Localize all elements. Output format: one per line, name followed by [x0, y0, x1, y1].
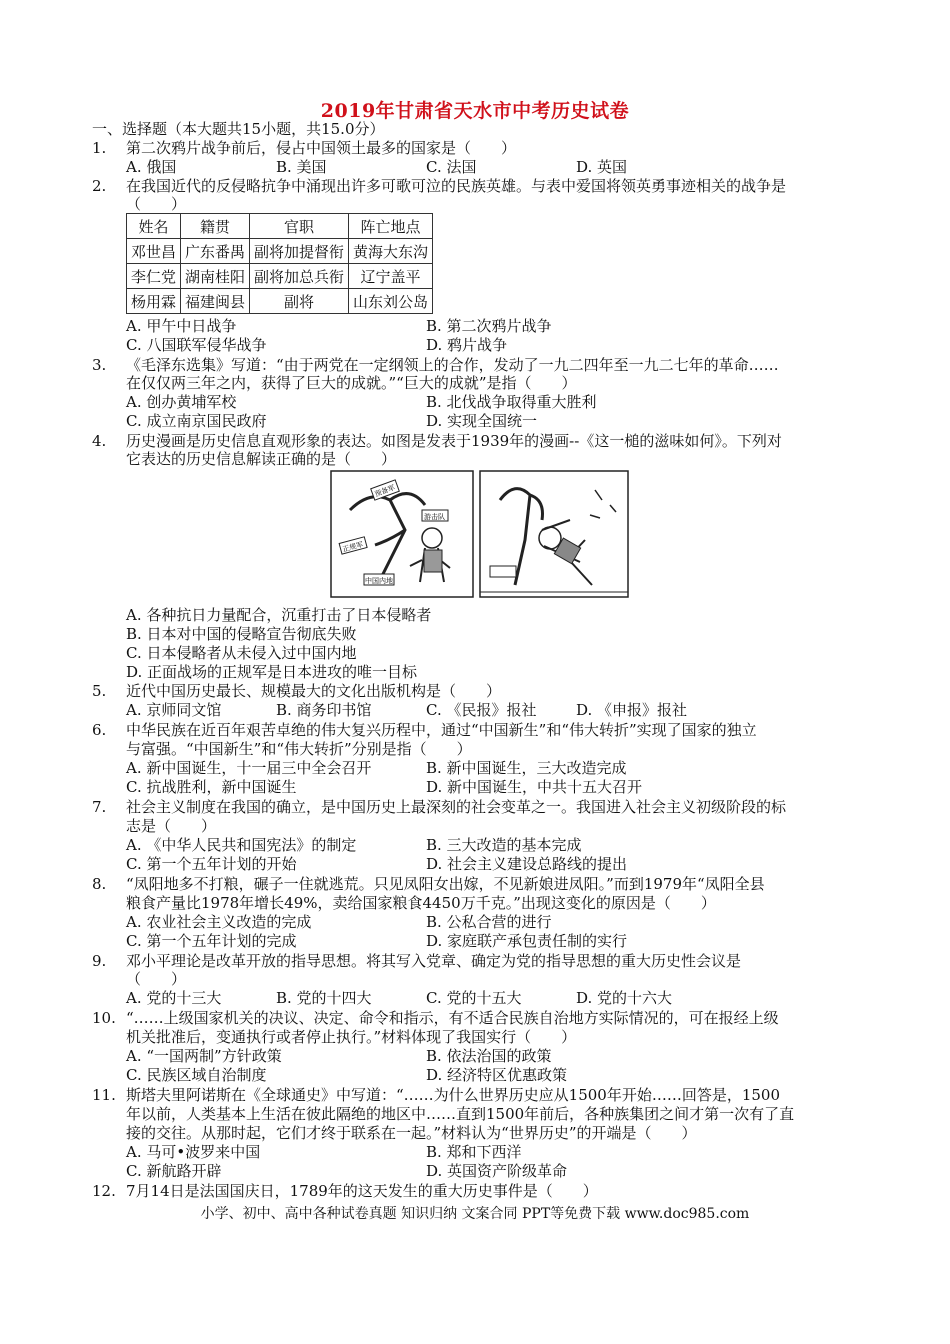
table-cell: 杨用霖: [127, 289, 181, 314]
table-row: [127, 239, 433, 264]
question-text: 《毛泽东选集》写道：“由于两党在一定纲领上的合作，发动了一九二四年至一九二七年的革命……: [126, 356, 779, 374]
question-text: 7月14日是法国国庆日，1789年的这天发生的重大历史事件是（ ）: [126, 1182, 598, 1200]
cartoon-label: 游击队: [424, 513, 445, 521]
table-cell: 副将加提督衔: [250, 239, 349, 264]
option-a: A. 农业社会主义改造的完成: [126, 913, 312, 931]
table-header: 籍贯: [181, 214, 250, 239]
option-d: D. 新中国诞生，中共十五大召开: [426, 778, 643, 796]
option-b: B. 党的十四大: [276, 989, 372, 1007]
question-number: 10.: [92, 1009, 116, 1027]
question-text: 近代中国历史最长、规模最大的文化出版机构是（ ）: [126, 682, 502, 700]
question-text: 粮食产量比1978年增长49%，卖给国家粮食4450万千克。”出现这变化的原因是（ ）: [126, 894, 716, 912]
option-a: A. “一国两制”方针政策: [126, 1047, 282, 1065]
option-c: C. 八国联军侵华战争: [126, 336, 267, 354]
option-a: A. 党的十三大: [126, 989, 222, 1007]
option-c: C. 第一个五年计划的开始: [126, 855, 297, 873]
question-number: 1.: [92, 139, 107, 157]
question-number: 8.: [92, 875, 107, 893]
option-b: B. 公私合营的进行: [426, 913, 552, 931]
question-number: 9.: [92, 952, 107, 970]
question-text: 年以前，人类基本上生活在彼此隔绝的地区中……直到1500年前后，各种族集团之间才第一次有了直: [126, 1105, 795, 1123]
option-d: D. 家庭联产承包责任制的实行: [426, 932, 628, 950]
option-b: B. 美国: [276, 158, 327, 176]
table-cell: 湖南桂阳: [181, 264, 250, 289]
option-a: A. 京师同文馆: [126, 701, 222, 719]
question-text: 在仅仅两三年之内，获得了巨大的成就。”“巨大的成就”是指（ ）: [126, 374, 577, 392]
table-cell: 辽宁盖平: [349, 264, 433, 289]
option-c: C. 党的十五大: [426, 989, 522, 1007]
table-cell: 黄海大东沟: [349, 239, 433, 264]
question-text: 社会主义制度在我国的确立，是中国历史上最深刻的社会变革之一。我国进入社会主义初级阶段的标: [126, 798, 787, 816]
option-d: D. 鸦片战争: [426, 336, 508, 354]
table-row: [127, 264, 433, 289]
table-header: 官职: [250, 214, 349, 239]
question-text: 机关批准后，变通执行或者停止执行。”材料体现了我国实行（ ）: [126, 1028, 577, 1046]
option-c: C. 第一个五年计划的完成: [126, 932, 297, 950]
section-heading: 一、选择题（本大题共15小题，共15.0分）: [92, 120, 385, 138]
option-b: B. 商务印书馆: [276, 701, 372, 719]
option-c: C. 日本侵略者从未侵入过中国内地: [126, 644, 357, 662]
question-text: “凤阳地多不打粮，碾子一住就逃荒。只见凤阳女出嫁，不见新娘进凤阳。”而到1979年“凤阳全县: [126, 875, 765, 893]
option-d: D. 英国资产阶级革命: [426, 1162, 568, 1180]
question-number: 12.: [92, 1182, 116, 1200]
option-d: D. 社会主义建设总路线的提出: [426, 855, 628, 873]
table-cell: 李仁党: [127, 264, 181, 289]
cartoon-label: 中国内地: [365, 577, 393, 585]
question-text: 志是（ ）: [126, 817, 217, 835]
option-d: D. 《申报》报社: [576, 701, 688, 719]
question-text: （ ）: [126, 195, 187, 213]
question-text: 它表达的历史信息解读正确的是（ ）: [126, 450, 397, 468]
table-cell: 邓世昌: [127, 239, 181, 264]
option-b: B. 日本对中国的侵略宣告彻底失败: [126, 625, 357, 643]
option-b: B. 郑和下西洋: [426, 1143, 522, 1161]
question-number: 5.: [92, 682, 107, 700]
option-d: D. 实现全国统一: [426, 412, 538, 430]
option-b: B. 三大改造的基本完成: [426, 836, 582, 854]
option-a: A. 新中国诞生，十一届三中全会召开: [126, 759, 372, 777]
question-text: 斯塔夫里阿诺斯在《全球通史》中写道：“……为什么世界历史应从1500年开始……回答是，1500: [126, 1086, 781, 1104]
question-number: 4.: [92, 432, 107, 450]
option-a: A. 俄国: [126, 158, 177, 176]
table-header: 姓名: [127, 214, 181, 239]
option-b: B. 新中国诞生，三大改造完成: [426, 759, 627, 777]
cartoon-image: [330, 470, 630, 598]
question-text: “……上级国家机关的决议、决定、命令和指示，有不适合民族自治地方实际情况的，可在报经上级: [126, 1009, 779, 1027]
option-c: C. 《民报》报社: [426, 701, 537, 719]
question-number: 2.: [92, 177, 107, 195]
option-b: B. 北伐战争取得重大胜利: [426, 393, 597, 411]
table-cell: 副将: [250, 289, 349, 314]
question-number: 3.: [92, 356, 107, 374]
question-number: 7.: [92, 798, 107, 816]
question-text: 接的交往。从那时起，它们才终于联系在一起。”材料认为“世界历史”的开端是（ ）: [126, 1124, 697, 1142]
option-d: D. 正面战场的正规军是日本进攻的唯一目标: [126, 663, 418, 681]
page-title: 2019年甘肃省天水市中考历史试卷: [320, 100, 630, 122]
option-a: A. 甲午中日战争: [126, 317, 237, 335]
table-cell: 福建闽县: [181, 289, 250, 314]
table-row: [127, 289, 433, 314]
heroes-table: [126, 213, 433, 314]
question-text: 与富强。“中国新生”和“伟大转折”分别是指（ ）: [126, 740, 472, 758]
option-a: A. 马可•波罗来中国: [126, 1143, 261, 1161]
table-header: 阵亡地点: [349, 214, 433, 239]
option-c: C. 成立南京国民政府: [126, 412, 267, 430]
question-text: 历史漫画是历史信息直观形象的表达。如图是发表于1939年的漫画--《这一槌的滋味如何》。下列对: [126, 432, 782, 450]
option-b: B. 依法治国的政策: [426, 1047, 552, 1065]
cartoon-label: 预备军: [373, 483, 397, 499]
cartoon-illustration: [330, 470, 630, 598]
option-c: C. 民族区域自治制度: [126, 1066, 267, 1084]
table-cell: 副将加总兵衔: [250, 264, 349, 289]
page-footer: 小学、初中、高中各种试卷真题 知识归纳 文案合同 PPT等免费下载 www.doc985.com: [200, 1206, 750, 1222]
option-c: C. 抗战胜利，新中国诞生: [126, 778, 297, 796]
option-d: D. 党的十六大: [576, 989, 673, 1007]
option-b: B. 第二次鸦片战争: [426, 317, 552, 335]
question-text: 邓小平理论是改革开放的指导思想。将其写入党章、确定为党的指导思想的重大历史性会议是: [126, 952, 742, 970]
option-d: D. 经济特区优惠政策: [426, 1066, 568, 1084]
question-text: 中华民族在近百年艰苦卓绝的伟大复兴历程中，通过“中国新生”和“伟大转折”实现了国家的独立: [126, 721, 757, 739]
table-cell: 广东番禺: [181, 239, 250, 264]
option-c: C. 新航路开辟: [126, 1162, 222, 1180]
question-text: （ ）: [126, 970, 187, 988]
option-a: A. 《中华人民共和国宪法》的制定: [126, 836, 357, 854]
option-d: D. 英国: [576, 158, 628, 176]
option-c: C. 法国: [426, 158, 477, 176]
option-a: A. 各种抗日力量配合，沉重打击了日本侵略者: [126, 606, 432, 624]
table-cell: 山东刘公岛: [349, 289, 433, 314]
option-a: A. 创办黄埔军校: [126, 393, 237, 411]
question-number: 11.: [92, 1086, 116, 1104]
cartoon-label: 正规军: [341, 540, 365, 554]
question-number: 6.: [92, 721, 107, 739]
question-text: 第二次鸦片战争前后，侵占中国领土最多的国家是（ ）: [126, 139, 517, 157]
question-text: 在我国近代的反侵略抗争中涌现出许多可歌可泣的民族英雄。与表中爱国将领英勇事迹相关的战争是: [126, 177, 787, 195]
